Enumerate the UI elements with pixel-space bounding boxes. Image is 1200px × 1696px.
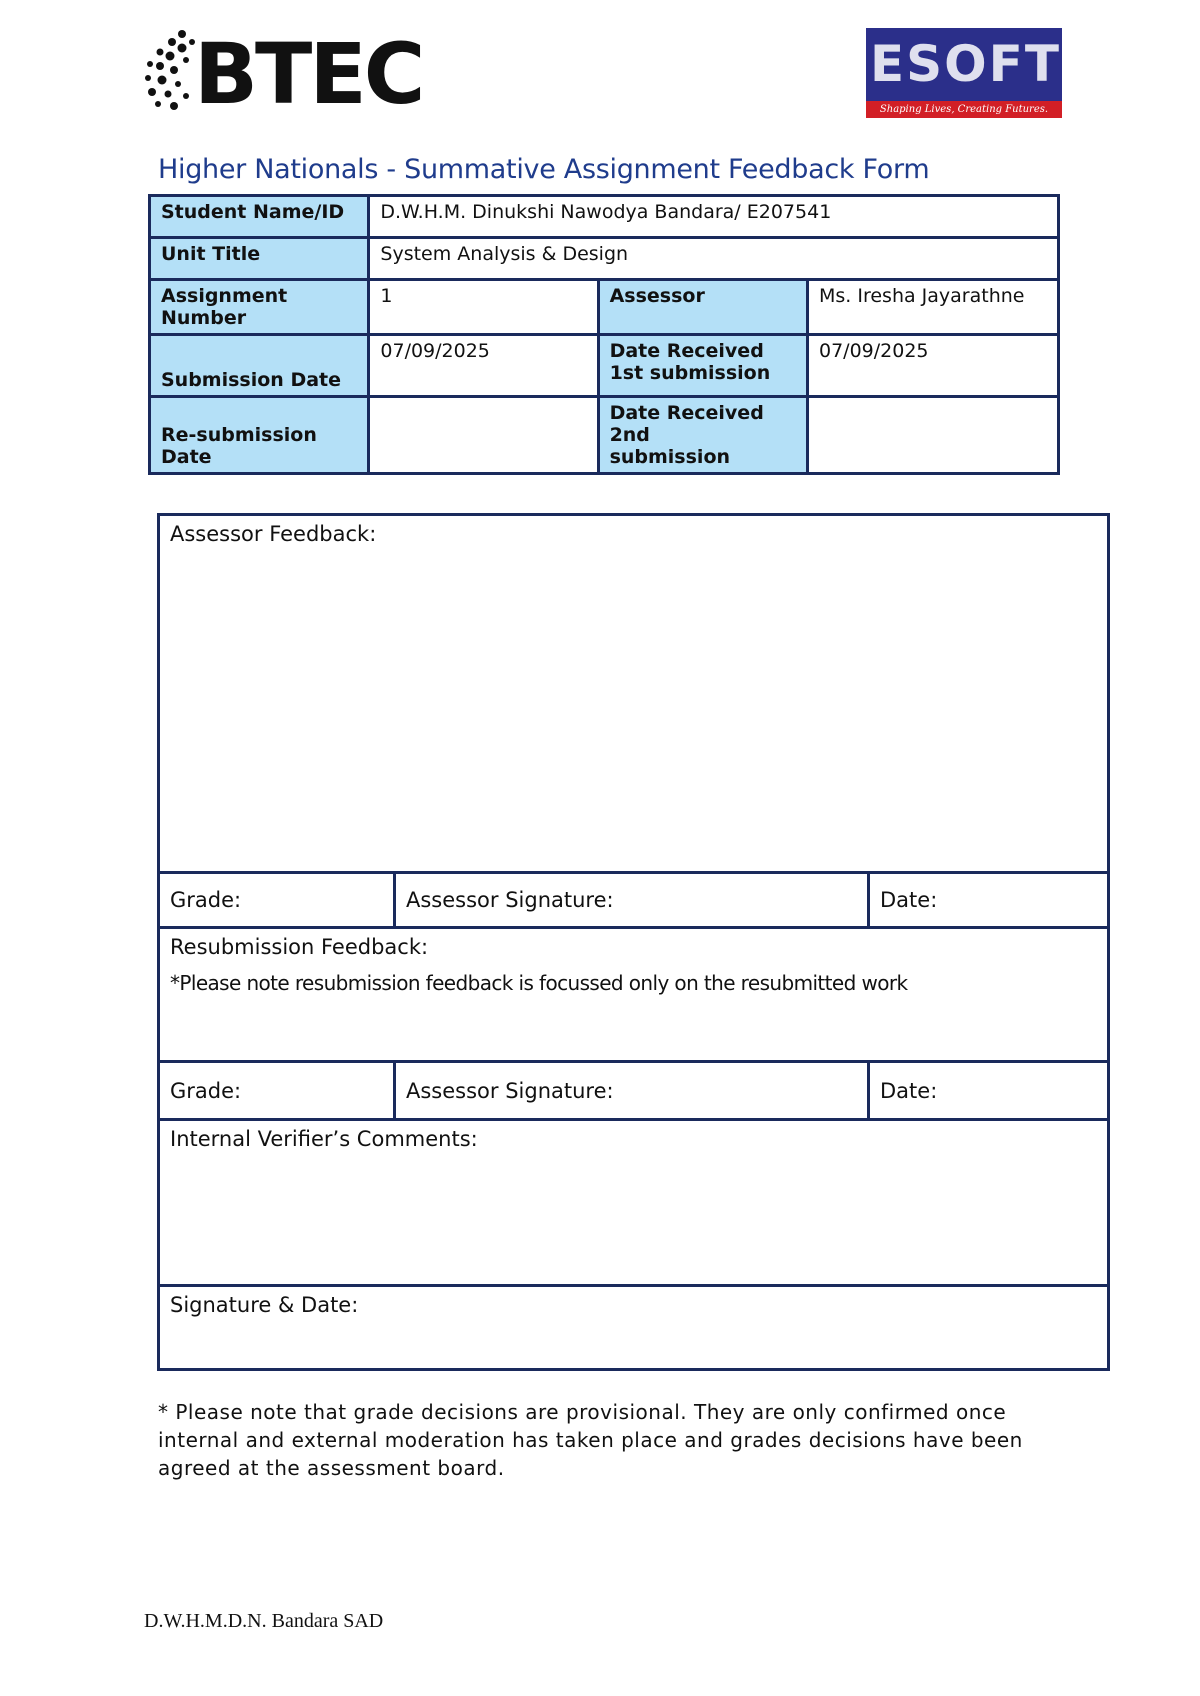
assessor-signature-label-resubmission: Assessor Signature: xyxy=(395,1062,869,1120)
resubmission-feedback-cell xyxy=(159,928,1109,1062)
date-received-2nd-label-line2: submission xyxy=(609,446,731,468)
date-label-resubmission: Date: xyxy=(869,1062,1109,1120)
btec-dots-icon xyxy=(142,26,198,116)
resubmission-date-label: Re-submission Date xyxy=(150,397,369,474)
date-received-1st-label xyxy=(598,335,807,397)
esoft-logo xyxy=(866,28,1062,118)
assessor-value: Ms. Iresha Jayarathne xyxy=(807,280,1058,335)
date-received-2nd-label-line1: Date Received 2nd xyxy=(609,402,764,446)
feedback-table xyxy=(157,513,1110,1371)
assignment-number-label: Assignment Number xyxy=(150,280,369,335)
assessor-signature-label: Assessor Signature: xyxy=(395,873,869,928)
internal-verifier-cell xyxy=(159,1120,1109,1286)
assessor-feedback-label: Assessor Feedback: xyxy=(170,522,377,546)
page-footer: D.W.H.M.D.N. Bandara SAD xyxy=(144,1610,384,1632)
resubmission-date-value xyxy=(369,397,598,474)
btec-logo-text: BTEC xyxy=(194,25,423,123)
esoft-logo-text: ESOFT xyxy=(870,35,1061,93)
unit-title-label: Unit Title xyxy=(150,238,369,280)
assignment-number-value: 1 xyxy=(369,280,598,335)
date-received-1st-label-line2: 1st submission xyxy=(609,362,771,384)
signature-date-label: Signature & Date: xyxy=(170,1293,359,1317)
grade-disclaimer: * Please note that grade decisions are provisional. They are only confirmed once internal and external moderation has taken place and grades decisions have been agreed at the assessment board. xyxy=(158,1400,1023,1480)
grade-label-resubmission: Grade: xyxy=(159,1062,395,1120)
date-received-2nd-label xyxy=(598,397,807,474)
date-label: Date: xyxy=(869,873,1109,928)
date-received-1st-value: 07/09/2025 xyxy=(807,335,1058,397)
assessor-feedback-cell xyxy=(159,515,1109,873)
date-received-1st-label-line1: Date Received xyxy=(609,340,764,362)
form-title: Higher Nationals - Summative Assignment Feedback Form xyxy=(158,154,930,185)
btec-logo xyxy=(142,25,423,123)
grade-label: Grade: xyxy=(159,873,395,928)
resubmission-feedback-label: Resubmission Feedback: xyxy=(170,935,429,959)
assessor-label: Assessor xyxy=(598,280,807,335)
submission-date-label: Submission Date xyxy=(150,335,369,397)
student-name-value: D.W.H.M. Dinukshi Nawodya Bandara/ E207541 xyxy=(369,196,1059,238)
unit-title-value: System Analysis & Design xyxy=(369,238,1059,280)
signature-date-cell xyxy=(159,1286,1109,1370)
student-info-table xyxy=(148,194,1060,475)
date-received-2nd-value xyxy=(807,397,1058,474)
resubmission-note: *Please note resubmission feedback is focussed only on the resubmitted work xyxy=(170,971,908,995)
student-name-label: Student Name/ID xyxy=(150,196,369,238)
esoft-logo-tagline: Shaping Lives, Creating Futures. xyxy=(866,101,1062,118)
internal-verifier-label: Internal Verifier’s Comments: xyxy=(170,1127,478,1151)
submission-date-value: 07/09/2025 xyxy=(369,335,598,397)
